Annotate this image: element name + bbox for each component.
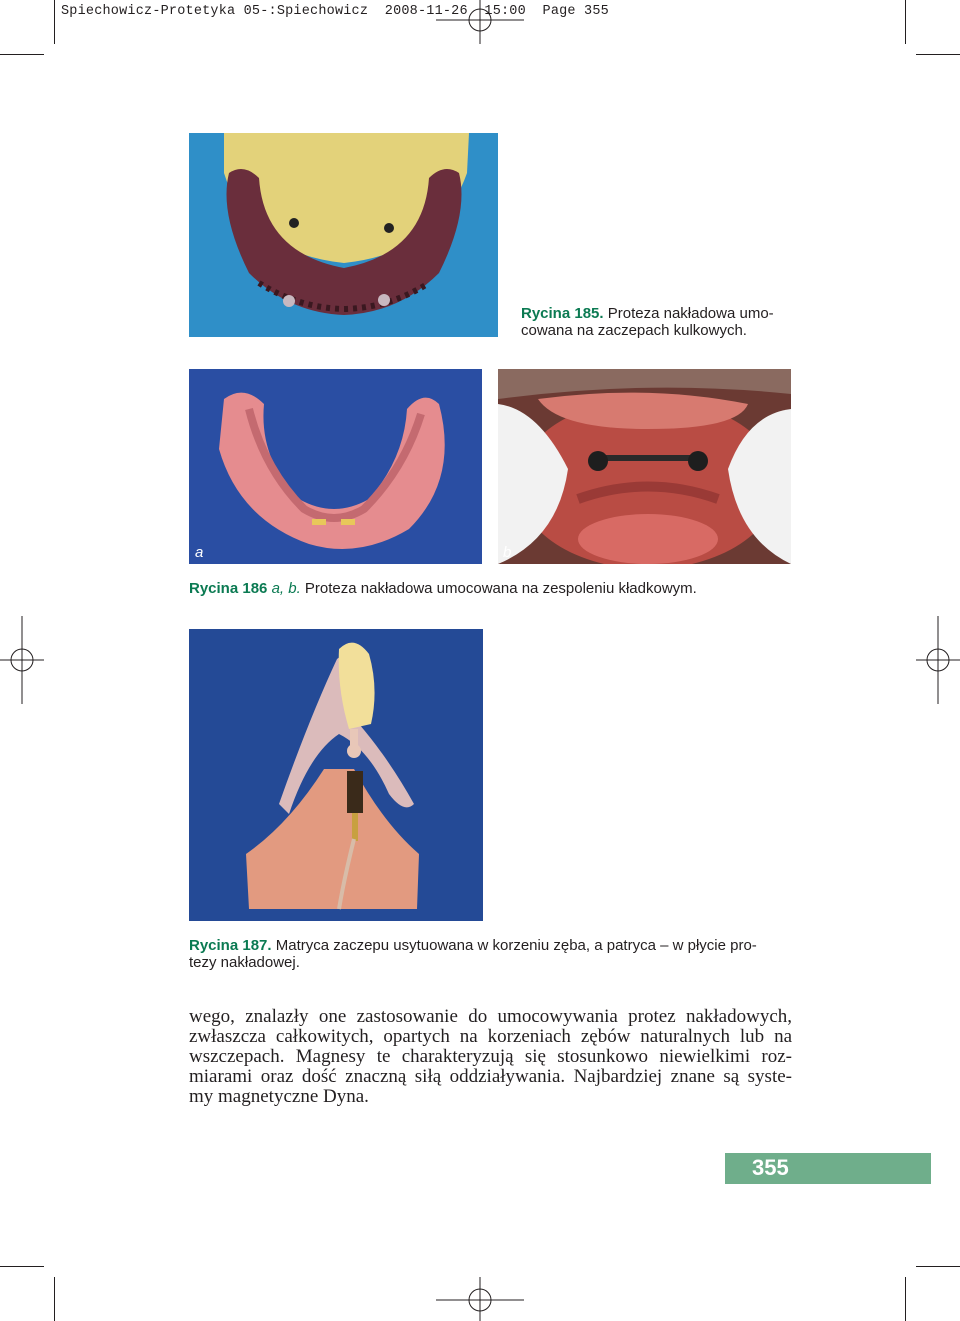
figure-186b-photo: [498, 369, 791, 564]
figure-186b-panel-letter: b: [503, 544, 512, 561]
figure-185-label: Rycina 185.: [521, 305, 604, 322]
figure-186a-photo: [189, 369, 482, 564]
body-line: zwłaszcza całkowitych, opartych na korzeniach zębów naturalnych lub na: [189, 1026, 792, 1047]
registration-mark-top: [436, 0, 524, 44]
registration-mark-right: [916, 616, 960, 704]
body-line: my magnetyczne Dyna.: [189, 1086, 369, 1107]
body-line: miarami oraz dość znaczną siłą oddziaływania. Najbardziej znane są syste-: [189, 1066, 792, 1087]
figure-186-caption: [189, 580, 792, 597]
crop-mark: [54, 1277, 55, 1321]
registration-mark-left: [0, 616, 44, 704]
registration-mark-bottom: [436, 1277, 524, 1321]
slug-time: 15:00: [484, 4, 526, 19]
crop-mark: [0, 54, 44, 55]
figure-186a-panel-letter: a: [195, 544, 204, 561]
body-line: wszczepach. Magnesy te charakteryzują się stosunkowo niewielkimi roz-: [189, 1046, 792, 1067]
figure-185-caption: [521, 305, 796, 339]
figure-186-panels: a, b.: [271, 580, 301, 597]
figure-186-label: Rycina 186: [189, 580, 268, 597]
figure-187-label: Rycina 187.: [189, 937, 272, 954]
figure-187-photo: [189, 629, 483, 921]
figure-185-caption-line1: Proteza nakładowa umo-: [607, 305, 774, 322]
slug-date: 2008-11-26: [384, 4, 468, 19]
slug-file: Spiechowicz-Protetyka 05-:Spiechowicz: [61, 4, 369, 19]
crop-mark: [905, 1277, 906, 1321]
page-number: 355: [752, 1155, 789, 1180]
figure-185-photo: [189, 133, 498, 337]
figure-187-caption-line2: tezy nakładowej.: [189, 954, 300, 971]
figure-185-caption-line2: cowana na zaczepach kulkowych.: [521, 322, 747, 339]
crop-mark: [54, 0, 55, 44]
figure-186-caption-text: Proteza nakładowa umocowana na zespoleniu kładkowym.: [304, 580, 697, 597]
figure-187-caption-line1: Matryca zaczepu usytuowana w korzeniu zęba, a patryca – w płycie pro-: [275, 937, 757, 954]
body-line: wego, znalazły one zastosowanie do umocowywania protez nakładowych,: [189, 1006, 792, 1027]
crop-mark: [916, 1266, 960, 1267]
figure-187-caption: [189, 937, 799, 971]
body-paragraph: [189, 1007, 792, 1107]
crop-mark: [0, 1266, 44, 1267]
crop-mark: [916, 54, 960, 55]
crop-mark: [905, 0, 906, 44]
slug-page: Page 355: [542, 4, 609, 19]
print-slug: [61, 4, 609, 19]
